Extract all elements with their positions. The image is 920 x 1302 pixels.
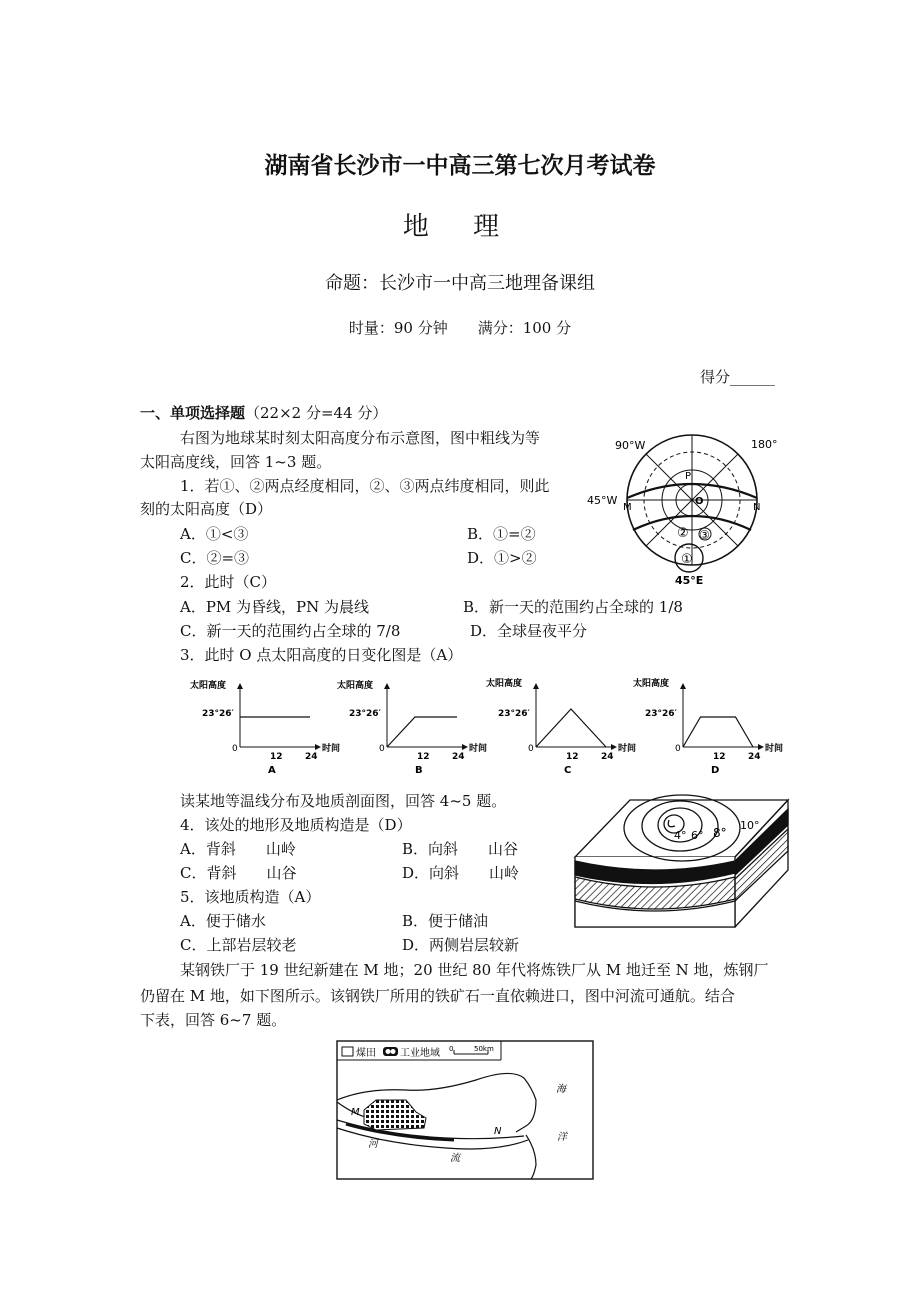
graph-b-caption: B [415,765,423,776]
section-heading [140,403,387,423]
graph-a-ylabel: 太阳高度 [190,681,227,691]
exam-title: 湖南省长沙市一中高三第七次月考试卷 [264,153,656,179]
question-5: 5．该地质构造（A） [180,888,321,906]
q2-option-a: A．PM 为昏线，PN 为晨线 [180,598,370,616]
graph-b-curve [387,717,457,747]
intro-3-line-2: 仍留在 M 地，如下图所示。该钢铁厂所用的铁矿石一直依赖进口，图中河流可通航。结合 [140,987,735,1005]
graph-d-caption: D [711,765,720,776]
label-45e: 45°E [675,574,704,587]
q1-option-a: A．①<③ [180,525,249,543]
q2-option-b: B．新一天的范围约占全球的 1/8 [463,598,683,616]
q4-option-c: C．背斜 山谷 [180,864,297,882]
daily-altitude-graphs [180,672,784,782]
graph-a-x24: 24 [305,752,318,762]
scale-50km: 50km [474,1045,494,1053]
graph-c-curve [536,709,606,747]
graph-d-curve [683,717,753,747]
graph-d-xlabel: 时间 [765,744,784,754]
graph-c-ylabel: 太阳高度 [486,679,523,689]
map-label-sea-1: 海 [556,1084,566,1095]
label-circle-2: ② [677,526,689,541]
map-label-n: N [494,1126,502,1137]
score-blank: 得分______ [700,368,776,386]
subject-title: 地 理 [402,212,518,242]
intro-3-line-3: 下表，回答 6~7 题。 [140,1011,287,1029]
steel-plant-map [336,1040,594,1180]
graph-a-zero: 0 [232,744,238,754]
legend-coal: 煤田 [356,1048,376,1059]
label-45w: 45°W [587,494,618,507]
isotherm-4: 4° [674,829,687,842]
author-line: 命题：长沙市一中高三地理备课组 [325,273,595,294]
graph-d-zero: 0 [675,744,681,754]
map-label-sea-2: 洋 [557,1132,567,1143]
time-score-line: 时量：90 分钟 满分：100 分 [348,319,572,337]
intro-3-line-1: 某钢铁厂于 19 世纪新建在 M 地；20 世纪 80 年代将炼铁厂从 M 地迁至 N 地，炼钢厂 [180,961,769,979]
label-90w: 90°W [615,439,646,452]
sun-altitude-polar-figure [585,430,790,590]
label-m: M [623,502,632,513]
question-2: 2．此时（C） [180,573,277,591]
scale-0: 0 [449,1045,454,1053]
graph-d-x24: 24 [748,752,761,762]
graph-c-zero: 0 [528,744,534,754]
label-180: 180° [751,438,778,451]
graph-a-caption: A [268,765,276,776]
q2-option-c: C．新一天的范围约占全球的 7/8 [180,622,401,640]
map-label-m: M [351,1107,360,1118]
q4-option-a: A．背斜 山岭 [180,840,296,858]
question-1-line-1: 1．若①、②两点经度相同，②、③两点纬度相同，则此 [180,477,550,495]
geology-block-figure [570,795,790,933]
q4-option-b: B．向斜 山谷 [402,840,519,858]
q1-option-c: C．②=③ [180,549,250,567]
intro-2: 读某地等温线分布及地质剖面图，回答 4~5 题。 [180,792,507,810]
graph-c-caption: C [564,765,572,776]
graph-b-yval: 23°26′ [349,709,381,719]
label-circle-3: ③ [699,528,710,542]
map-label-river-1: 河 [368,1139,378,1150]
isotherm-6: 6° [691,829,704,842]
q1-option-b: B．①=② [467,525,536,543]
label-o: O [695,496,704,507]
q5-option-c: C．上部岩层较老 [180,936,297,954]
q4-option-d: D．向斜 山岭 [402,864,520,882]
graph-b-x12: 12 [417,752,430,762]
legend-industrial: 工业地域 [400,1048,440,1059]
question-1-line-2: 刻的太阳高度（D） [140,500,273,518]
graph-b-ylabel: 太阳高度 [337,681,374,691]
graph-b-xlabel: 时间 [469,744,488,754]
graph-a-xlabel: 时间 [322,744,341,754]
label-circle-1: ① [681,552,693,567]
graph-c-x12: 12 [566,752,579,762]
graph-d-ylabel: 太阳高度 [633,679,670,689]
q1-option-d: D．①>② [467,549,537,567]
q5-option-b: B．便于储油 [402,912,489,930]
isotherm-8: 8° [713,826,727,840]
intro-1-line-1: 右图为地球某时刻太阳高度分布示意图，图中粗线为等 [180,429,541,447]
map-label-river-2: 流 [450,1153,460,1164]
graph-d-x12: 12 [713,752,726,762]
label-n: N [753,502,761,513]
graph-a-x12: 12 [270,752,283,762]
graph-c-xlabel: 时间 [618,744,637,754]
intro-1-line-2: 太阳高度线，回答 1~3 题。 [140,453,332,471]
graph-b-zero: 0 [379,744,385,754]
graph-c-yval: 23°26′ [498,709,530,719]
q2-option-d: D．全球昼夜平分 [470,622,588,640]
q5-option-d: D．两侧岩层较新 [402,936,520,954]
question-3: 3．此时 O 点太阳高度的日变化图是（A） [180,646,463,664]
question-4: 4．该处的地形及地质构造是（D） [180,816,412,834]
isotherm-10: 10° [740,819,760,832]
label-p: P [685,471,692,482]
graph-d-yval: 23°26′ [645,709,677,719]
graph-c-x24: 24 [601,752,614,762]
graph-a-yval: 23°26′ [202,709,234,719]
section-heading-text: 一、单项选择题 [140,404,246,422]
q5-option-a: A．便于储水 [180,912,266,930]
graph-b-x24: 24 [452,752,465,762]
section-points: （22×2 分=44 分） [245,404,388,422]
